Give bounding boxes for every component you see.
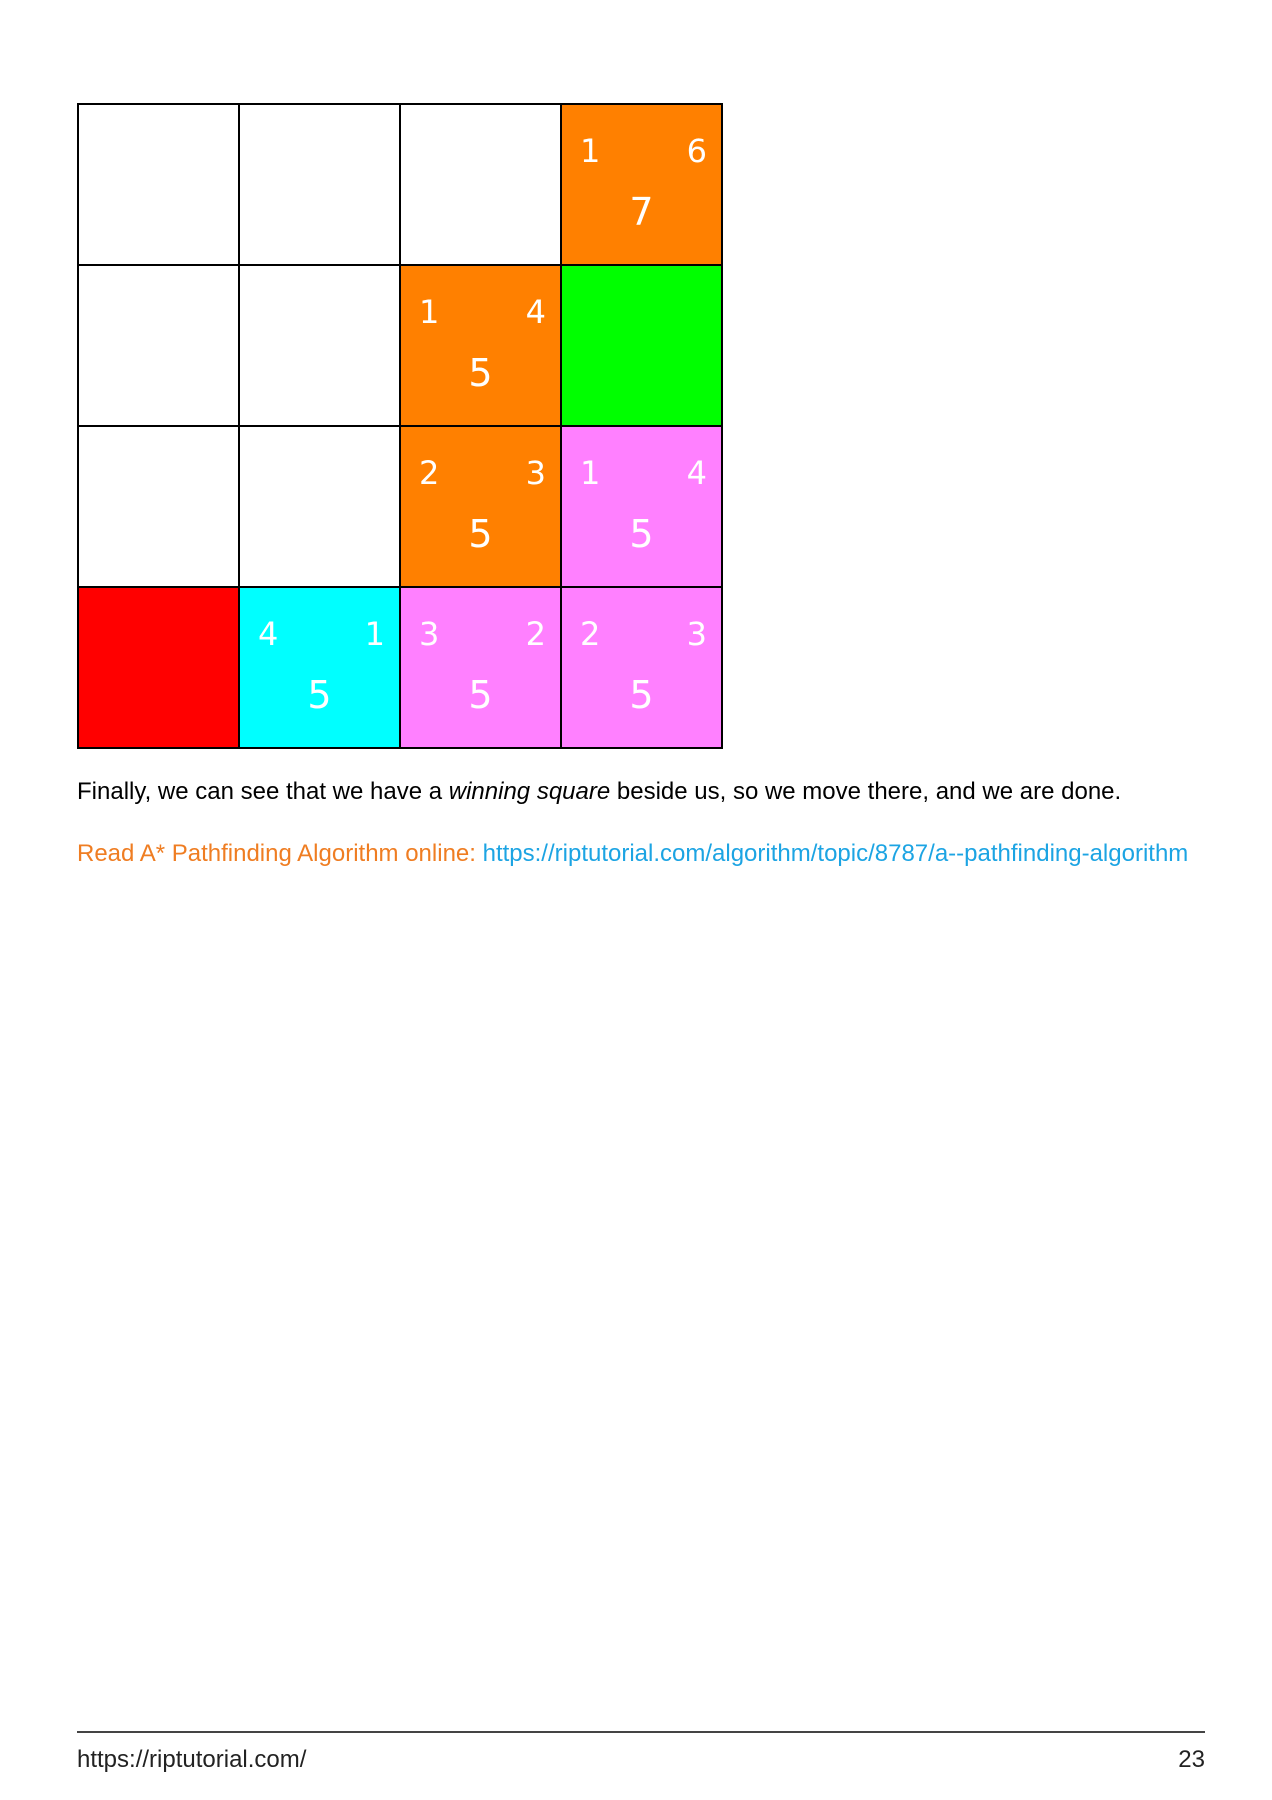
f-cost: 5 [629,512,654,556]
f-cost: 5 [468,673,493,717]
footer-url: https://riptutorial.com/ [77,1746,307,1773]
h-cost: 2 [525,615,546,653]
grid-cell [78,104,239,265]
para-text: Finally, we can see that we have a [77,778,449,805]
f-cost: 7 [629,190,654,234]
g-cost: 4 [258,615,279,653]
grid-cell [400,265,561,426]
read-online [77,836,1207,872]
h-cost: 4 [525,293,546,331]
grid-cell [561,104,722,265]
grid-cell [400,104,561,265]
grid-cell [239,104,400,265]
grid-cell [561,587,722,748]
f-cost: 5 [468,512,493,556]
grid-cell [400,587,561,748]
grid-cell [78,265,239,426]
h-cost: 4 [686,454,707,492]
para-text-end: beside us, so we move there, and we are done. [610,778,1122,805]
read-online-link[interactable]: https://riptutorial.com/algorithm/topic/8787/a--pathfinding-algorithm [482,840,1189,867]
grid-cell [400,426,561,587]
read-online-label: Read A* Pathfinding Algorithm online: [77,840,483,867]
g-cost: 2 [419,454,440,492]
page-number: 23 [1178,1746,1205,1773]
g-cost: 1 [419,293,440,331]
grid-cell [78,426,239,587]
grid-cell [239,265,400,426]
g-cost: 2 [580,615,601,653]
grid-cell [561,265,722,426]
grid-cell [239,426,400,587]
grid-cell [561,426,722,587]
h-cost: 3 [686,615,707,653]
h-cost: 6 [686,132,707,170]
grid-cell [78,587,239,748]
h-cost: 3 [525,454,546,492]
f-cost: 5 [629,673,654,717]
grid-cell [239,587,400,748]
f-cost: 5 [307,673,332,717]
g-cost: 1 [580,132,601,170]
footer-divider [77,1731,1205,1733]
astar-grid [77,103,723,749]
h-cost: 1 [364,615,385,653]
g-cost: 3 [419,615,440,653]
f-cost: 5 [468,351,493,395]
para-emphasis: winning square [448,778,611,805]
conclusion-paragraph [77,778,1121,806]
g-cost: 1 [580,454,601,492]
